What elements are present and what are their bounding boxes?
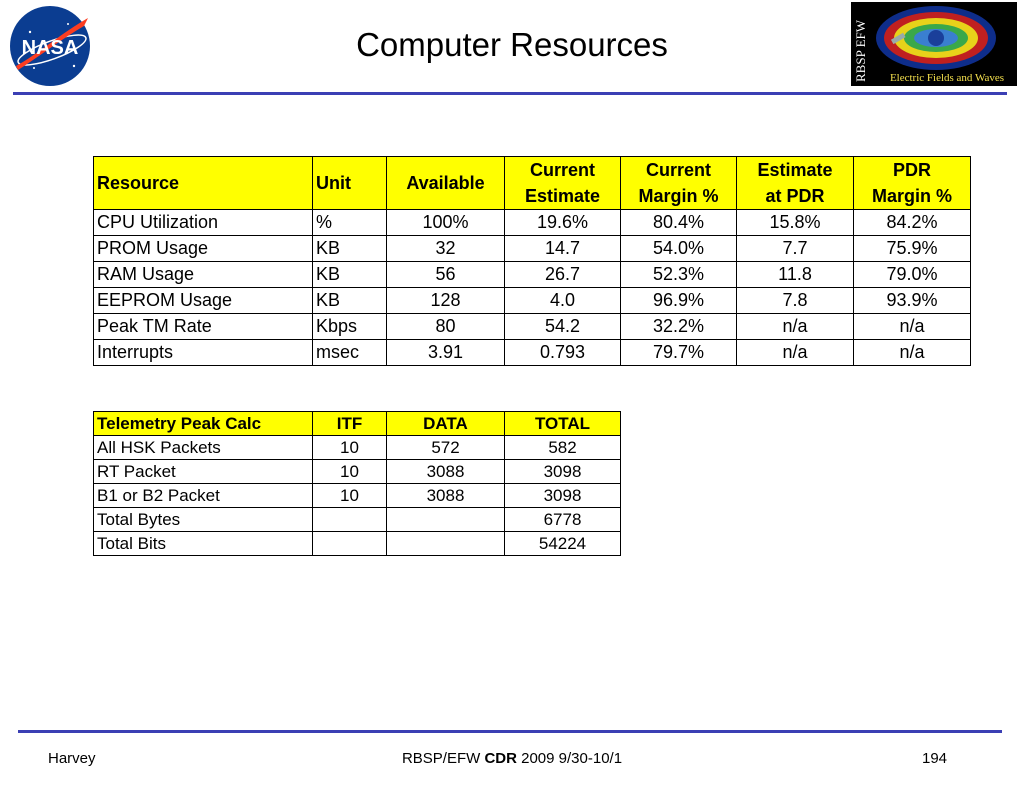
table-cell: EEPROM Usage: [94, 288, 313, 314]
footer-center-bold: CDR: [484, 750, 517, 767]
table-cell: Total Bits: [94, 532, 313, 556]
footer-author: Harvey: [48, 750, 96, 767]
table-cell: 14.7: [505, 236, 621, 262]
table-row: [94, 288, 971, 314]
svg-text:RBSP EFW: RBSP EFW: [853, 19, 868, 82]
table-cell: 79.0%: [854, 262, 971, 288]
table-cell: KB: [313, 288, 387, 314]
table-cell: 3088: [387, 460, 505, 484]
resources-table: [93, 156, 971, 366]
table-cell: 100%: [387, 210, 505, 236]
header-telemetry-peak-calc: Telemetry Peak Calc: [94, 412, 313, 436]
header-estimate-at-pdr: Estimate at PDR: [737, 157, 854, 210]
table-cell: 3098: [505, 460, 621, 484]
table-cell: 96.9%: [621, 288, 737, 314]
table-cell: Total Bytes: [94, 508, 313, 532]
table-cell: 3.91: [387, 340, 505, 366]
table-cell: KB: [313, 236, 387, 262]
table-cell: 52.3%: [621, 262, 737, 288]
table-cell: n/a: [854, 340, 971, 366]
table-row: [94, 340, 971, 366]
table-cell: 54.0%: [621, 236, 737, 262]
header-pdr-margin: PDR Margin %: [854, 157, 971, 210]
table-cell: 6778: [505, 508, 621, 532]
table-row: [94, 484, 621, 508]
table-cell: [313, 532, 387, 556]
table-cell: 32.2%: [621, 314, 737, 340]
table-cell: msec: [313, 340, 387, 366]
table-cell: 54224: [505, 532, 621, 556]
table-cell: Peak TM Rate: [94, 314, 313, 340]
header-unit: Unit: [313, 157, 387, 210]
table-cell: 582: [505, 436, 621, 460]
table-cell: 10: [313, 484, 387, 508]
table-cell: n/a: [854, 314, 971, 340]
table-cell: n/a: [737, 314, 854, 340]
table-cell: 0.793: [505, 340, 621, 366]
table-cell: [387, 532, 505, 556]
table-cell: n/a: [737, 340, 854, 366]
header-data: DATA: [387, 412, 505, 436]
table-cell: 75.9%: [854, 236, 971, 262]
table-cell: 32: [387, 236, 505, 262]
table-cell: 11.8: [737, 262, 854, 288]
table-cell: RAM Usage: [94, 262, 313, 288]
table-cell: 19.6%: [505, 210, 621, 236]
table-row: [94, 532, 621, 556]
table-cell: PROM Usage: [94, 236, 313, 262]
table-cell: 80.4%: [621, 210, 737, 236]
page-number: 194: [922, 750, 948, 767]
header-available: Available: [387, 157, 505, 210]
svg-text:Electric Fields and Waves: Electric Fields and Waves: [889, 72, 1005, 84]
footer-center-suffix: 2009 9/30-10/1: [521, 750, 623, 767]
page-title: Computer Resources: [356, 26, 668, 63]
table-row: [94, 460, 621, 484]
table-cell: B1 or B2 Packet: [94, 484, 313, 508]
table-cell: 54.2: [505, 314, 621, 340]
table-cell: 128: [387, 288, 505, 314]
footer-center: [0, 750, 1024, 767]
table-cell: [313, 508, 387, 532]
table-cell: 26.7: [505, 262, 621, 288]
header-rule: [13, 92, 1007, 95]
table-cell: 15.8%: [737, 210, 854, 236]
table-cell: 93.9%: [854, 288, 971, 314]
table-cell: 10: [313, 460, 387, 484]
telemetry-table: [93, 411, 621, 556]
resources-header-row: [94, 157, 971, 210]
table-cell: 572: [387, 436, 505, 460]
table-cell: 79.7%: [621, 340, 737, 366]
table-row: [94, 236, 971, 262]
table-cell: Kbps: [313, 314, 387, 340]
table-cell: RT Packet: [94, 460, 313, 484]
footer-rule: [18, 730, 1002, 733]
header-current-margin: Current Margin %: [621, 157, 737, 210]
rbsp-efw-logo: [851, 2, 1017, 86]
table-cell: All HSK Packets: [94, 436, 313, 460]
table-row: [94, 508, 621, 532]
table-cell: 7.7: [737, 236, 854, 262]
header-current-estimate: Current Estimate: [505, 157, 621, 210]
header-resource: Resource: [94, 157, 313, 210]
telemetry-header-row: [94, 412, 621, 436]
table-cell: 84.2%: [854, 210, 971, 236]
table-cell: 10: [313, 436, 387, 460]
table-cell: Interrupts: [94, 340, 313, 366]
table-cell: 4.0: [505, 288, 621, 314]
table-row: [94, 210, 971, 236]
header-total: TOTAL: [505, 412, 621, 436]
table-cell: 80: [387, 314, 505, 340]
table-row: [94, 262, 971, 288]
table-cell: 7.8: [737, 288, 854, 314]
table-cell: 3088: [387, 484, 505, 508]
table-cell: %: [313, 210, 387, 236]
table-cell: [387, 508, 505, 532]
table-row: [94, 314, 971, 340]
table-cell: 56: [387, 262, 505, 288]
table-cell: KB: [313, 262, 387, 288]
svg-text:NASA: NASA: [21, 37, 79, 59]
table-cell: 3098: [505, 484, 621, 508]
footer-center-prefix: RBSP/EFW: [401, 750, 481, 767]
table-cell: CPU Utilization: [94, 210, 313, 236]
table-row: [94, 436, 621, 460]
header-itf: ITF: [313, 412, 387, 436]
